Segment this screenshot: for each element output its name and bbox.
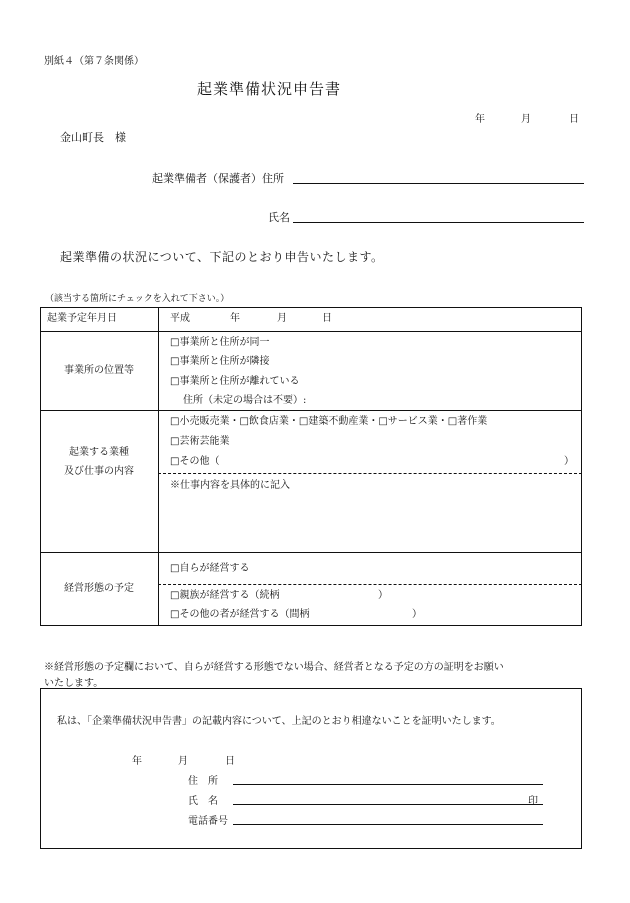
- management-other-close: ）: [412, 609, 422, 620]
- cert-address-field[interactable]: [233, 784, 543, 785]
- industry-options[interactable]: □小売販売業・□飲食店業・□建築不動産業・□サービス業・□著作業: [170, 416, 488, 427]
- job-detail-note: ※仕事内容を具体的に記入: [170, 480, 290, 491]
- applicant-name-field[interactable]: [293, 222, 584, 223]
- page-title: 起業準備状況申告書: [197, 80, 342, 98]
- cert-phone-field[interactable]: [233, 824, 543, 825]
- industry-label-line1: 起業する業種: [69, 447, 129, 458]
- applicant-name-label: 氏名: [268, 211, 290, 224]
- footnote-line2: いたします。: [44, 678, 104, 689]
- seal-mark: 印: [528, 796, 538, 807]
- start-date-label: 起業予定年月日: [47, 313, 117, 324]
- start-date-month: 月: [277, 313, 287, 324]
- office-option-separate[interactable]: □事業所と住所が離れている: [170, 376, 300, 387]
- start-date-day: 日: [322, 313, 332, 324]
- management-option-other[interactable]: □その他の者が経営する（間柄: [170, 609, 310, 620]
- instruction-note: （該当する箇所にチェックを入れて下さい。）: [45, 294, 230, 304]
- office-address-note: 住所（未定の場合は不要）:: [183, 395, 307, 406]
- industry-option-other[interactable]: □その他（: [170, 456, 220, 467]
- lead-statement: 起業準備の状況について、下記のとおり申告いたします。: [60, 250, 384, 264]
- table-dashed-divider: [158, 473, 582, 474]
- office-option-adjacent[interactable]: □事業所と住所が隣接: [170, 356, 270, 367]
- job-detail-field[interactable]: [160, 496, 580, 550]
- certification-statement: 私は、「企業準備状況申告書」の記載内容について、上記のとおり相違ないことを証明いたします。: [57, 716, 501, 727]
- cert-address-label: 住 所: [188, 776, 218, 787]
- industry-option-arts[interactable]: □芸術芸能業: [170, 436, 230, 447]
- industry-label-line2: 及び仕事の内容: [64, 466, 134, 477]
- management-relative-close: ）: [378, 590, 388, 601]
- management-form-label: 経営形態の予定: [64, 583, 134, 594]
- industry-other-close: ）: [564, 456, 574, 467]
- table-column-divider: [158, 307, 159, 626]
- cert-date-month: 月: [178, 756, 188, 767]
- cert-date-day: 日: [225, 756, 235, 767]
- office-option-same[interactable]: □事業所と住所が同一: [170, 337, 270, 348]
- table-dashed-divider: [158, 584, 582, 585]
- table-row-divider: [40, 552, 582, 553]
- annex-label: 別紙４（第７条関係）: [44, 56, 144, 67]
- footnote-line1: ※経営形態の予定欄において、自らが経営する形態でない場合、経営者となる予定の方の証明をお願い: [44, 662, 504, 673]
- cert-date-year: 年: [132, 756, 142, 767]
- table-row-divider: [40, 410, 582, 411]
- applicant-address-field[interactable]: [293, 183, 584, 184]
- management-option-self[interactable]: □自らが経営する: [170, 563, 250, 574]
- start-date-year: 年: [230, 313, 240, 324]
- addressee: 金山町長 様: [60, 131, 126, 144]
- cert-phone-label: 電話番号: [188, 816, 228, 827]
- cert-name-field[interactable]: [233, 804, 543, 805]
- management-option-relative[interactable]: □親族が経営する（続柄: [170, 590, 280, 601]
- date-day-label: 日: [569, 114, 579, 125]
- start-date-era: 平成: [170, 313, 190, 324]
- cert-name-label: 氏 名: [188, 796, 218, 807]
- date-month-label: 月: [521, 114, 531, 125]
- office-location-label: 事業所の位置等: [64, 365, 134, 376]
- table-row-divider: [40, 331, 582, 332]
- date-year-label: 年: [475, 114, 485, 125]
- applicant-address-label: 起業準備者（保護者）住所: [152, 172, 284, 185]
